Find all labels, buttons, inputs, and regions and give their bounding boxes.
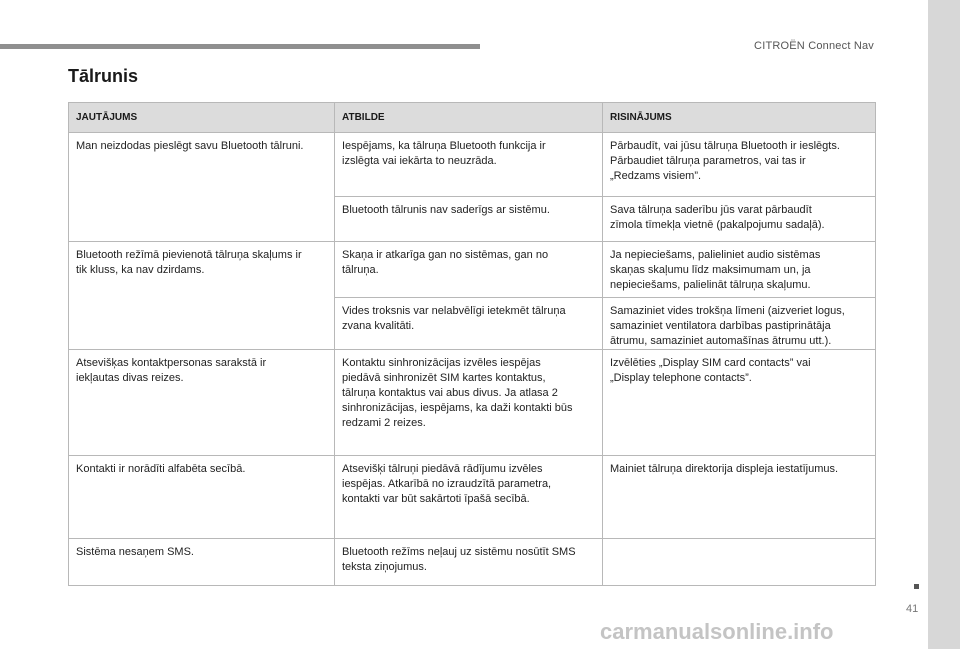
answer-cell: Atsevišķi tālruņi piedāvā rādījumu izvēles iespējas. Atkarībā no izraudzītā parametra, kontakti var būt sakārtoti īpašā secībā. (335, 456, 603, 539)
column-header-question: JAUTĀJUMS (69, 103, 335, 133)
question-cell: Atsevišķas kontaktpersonas sarakstā ir iekļautas divas reizes. (69, 350, 335, 456)
question-cell: Man neizdodas pieslēgt savu Bluetooth tālruni. (69, 133, 335, 242)
answer-cell: Bluetooth režīms neļauj uz sistēmu nosūtīt SMS teksta ziņojumus. (335, 539, 603, 586)
solution-cell: Pārbaudīt, vai jūsu tālruņa Bluetooth ir ieslēgts. Pārbaudiet tālruņa parametros, vai tas ir „Redzams visiem”. (603, 133, 876, 197)
table-row (69, 539, 876, 586)
question-cell: Sistēma nesaņem SMS. (69, 539, 335, 586)
table-header-row (69, 103, 876, 133)
solution-cell: Mainiet tālruņa direktorija displeja iestatījumus. (603, 456, 876, 539)
solution-cell: Samaziniet vides trokšņa līmeni (aizveriet logus, samaziniet ventilatora darbības pastiprinātāja ātrumu, samaziniet automašīnas ātrumu utt.). (603, 298, 876, 350)
solution-cell (603, 539, 876, 586)
page-number: 41 (906, 603, 919, 615)
solution-cell: Sava tālruņa saderību jūs varat pārbaudīt zīmola tīmekļa vietnē (pakalpojumu sadaļā). (603, 197, 876, 242)
question-cell: Kontakti ir norādīti alfabēta secībā. (69, 456, 335, 539)
side-strip (928, 0, 960, 649)
solution-cell: Izvēlēties „Display SIM card contacts” vai „Display telephone contacts”. (603, 350, 876, 456)
answer-cell: Vides troksnis var nelabvēlīgi ietekmēt tālruņa zvana kvalitāti. (335, 298, 603, 350)
solution-cell: Ja nepieciešams, palieliniet audio sistēmas skaņas skaļumu līdz maksimumam un, ja nepieciešams, palielināt tālruņa skaļumu. (603, 242, 876, 298)
question-cell: Bluetooth režīmā pievienotā tālruņa skaļums ir tik kluss, ka nav dzirdams. (69, 242, 335, 350)
page-marker (914, 584, 919, 589)
table-row (69, 350, 876, 456)
answer-cell: Iespējams, ka tālruņa Bluetooth funkcija ir izslēgta vai iekārta to neuzrāda. (335, 133, 603, 197)
watermark-text: carmanualsonline.info (600, 619, 834, 644)
answer-cell: Skaņa ir atkarīga gan no sistēmas, gan no tālruņa. (335, 242, 603, 298)
header-rule (0, 44, 480, 49)
table-row (69, 456, 876, 539)
column-header-solution: RISINĀJUMS (603, 103, 876, 133)
answer-cell: Kontaktu sinhronizācijas izvēles iespējas piedāvā sinhronizēt SIM kartes kontaktus, tālruņa kontaktus vai abus divus. Ja atlasa 2 sinhronizācijas, iespējams, ka daži kontakti būs redzami 2 reizes. (335, 350, 603, 456)
brand-label: CITROËN Connect Nav (754, 40, 874, 52)
column-header-answer: ATBILDE (335, 103, 603, 133)
faq-table (68, 102, 876, 586)
page-title: Tālrunis (68, 66, 139, 86)
table-row (69, 242, 876, 298)
answer-cell: Bluetooth tālrunis nav saderīgs ar sistēmu. (335, 197, 603, 242)
table-row (69, 133, 876, 197)
